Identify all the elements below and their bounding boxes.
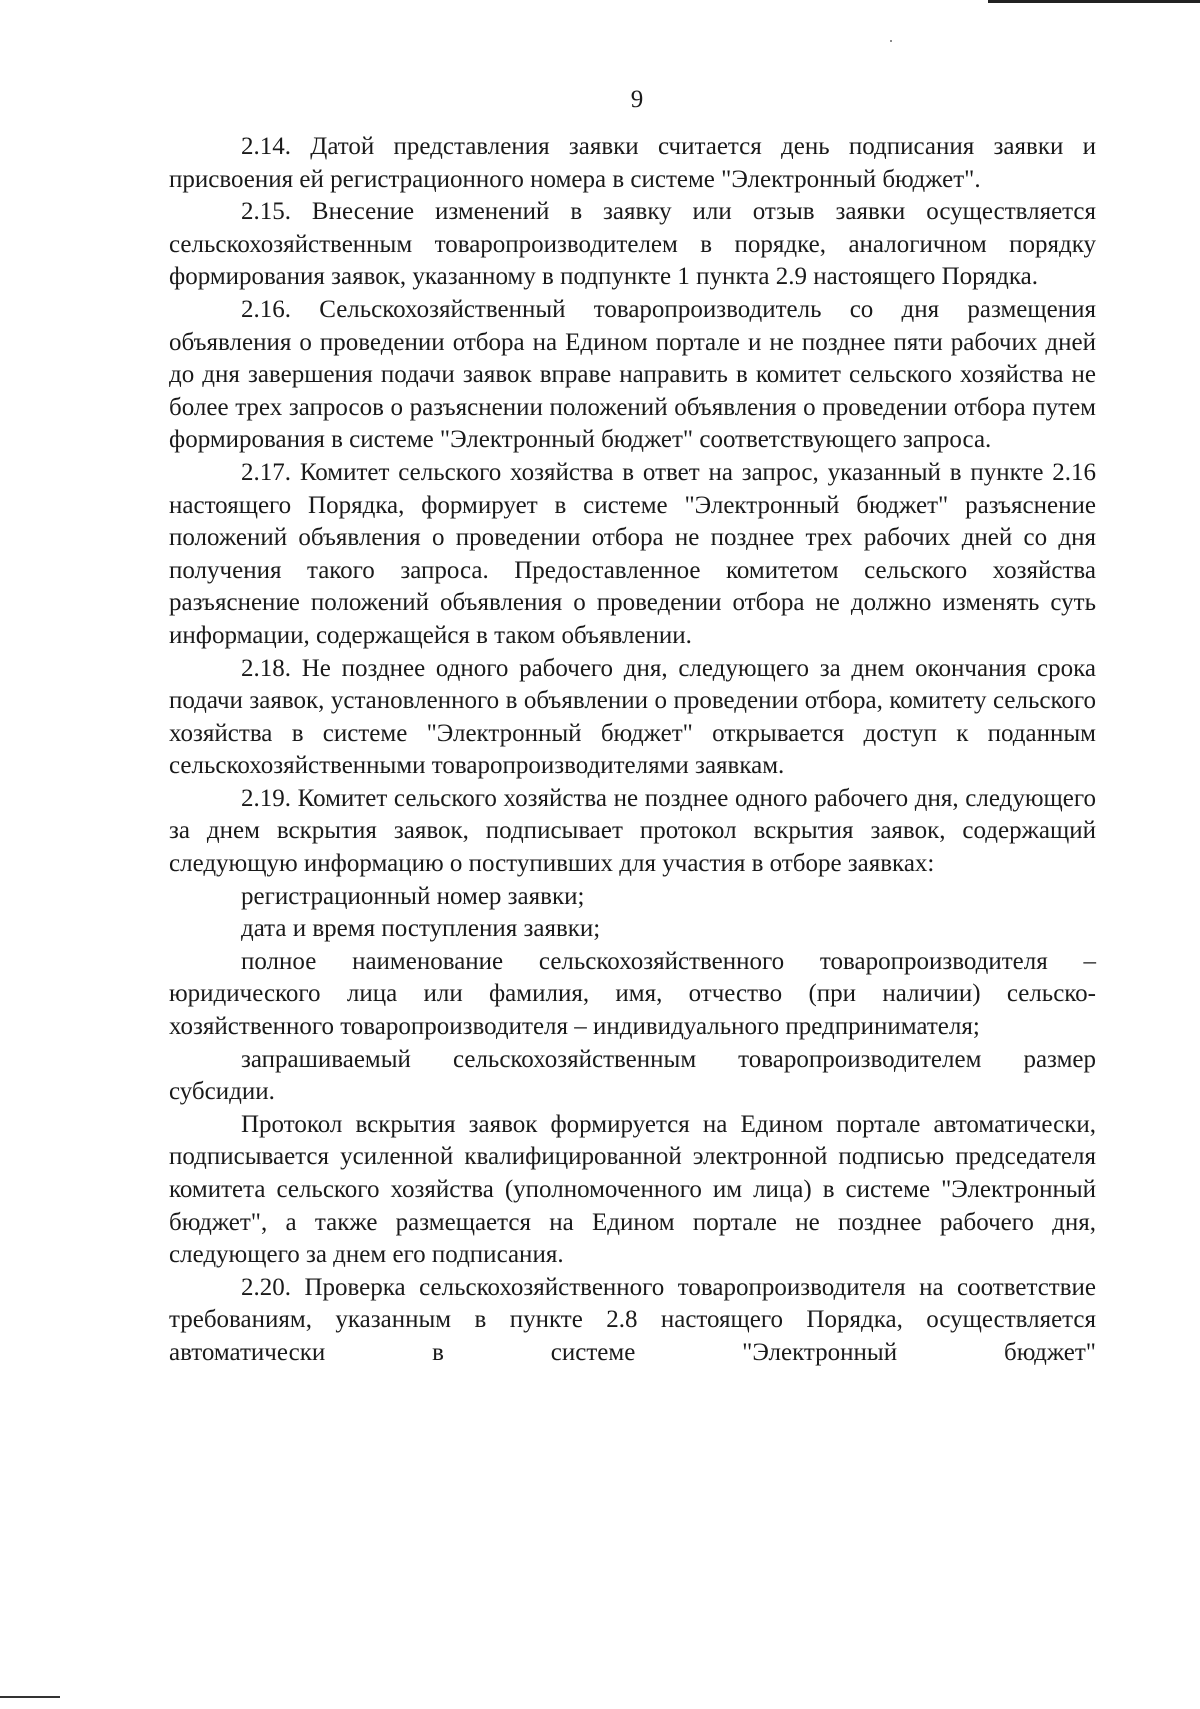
paragraph-2-16: 2.16. Сельскохозяйственный товаропроизводитель со дня размещения объявления о проведении отбора на Едином портале и не позднее пяти рабочих дней до дня завершения подачи заявок вправе направить в комитет сельского хозяйства не более трех запросов о разъяснении положений объявления о проведении отбора путем формирования в системе "Электронный бюджет" соответствующего запроса. [169, 295, 1096, 454]
paragraph-2-18: 2.18. Не позднее одного рабочего дня, следующего за днем окончания срока подачи заявок, установленного в объявлении о проведении отбора, комитету сельского хозяйства в системе "Электронный бюджет" открывается доступ к поданным сельскохозяйственными товаропроизводителями заявкам. [169, 654, 1096, 780]
list-item-registration-number: регистрационный номер заявки; [241, 882, 585, 910]
paragraph-2-20: 2.20. Проверка сельскохозяйственного товаропроизводителя на соответствие требованиям, указанным в пункте 2.8 настоящего Порядка, осуществляется автоматически в системе "Электронный бюджет" [169, 1273, 1096, 1366]
list-item-date-time: дата и время поступления заявки; [241, 915, 601, 943]
paragraph-2-14: 2.14. Датой представления заявки считается день подписания заявки и присвоения ей регистрационного номера в системе "Электронный бюджет". [169, 133, 1096, 193]
paragraph-2-17: 2.17. Комитет сельского хозяйства в ответ на запрос, указанный в пункте 2.16 настоящего Порядка, формирует в системе "Электронный бюджет" разъяснение положений объявления о проведении отбора не позднее трех рабочих дней со дня получения такого запроса. Предоставленное комитетом сельского хозяйства разъяснение положений объявления о проведении отбора не должно изменять суть информации, содержащейся в таком объявлении. [169, 458, 1096, 649]
scan-dust-speck [890, 40, 892, 42]
list-item-full-name: полное наименование сельскохозяйственного товаропроизводителя – юридического лица или фамилия, имя, отчество (при наличии) сельско-хозяйственного товаропроизводителя – индивидуального предпринимателя; [169, 947, 1096, 1041]
scan-edge-line [988, 0, 1200, 3]
paragraph-2-15: 2.15. Внесение изменений в заявку или отзыв заявки осуществляется сельскохозяйственным товаропроизводителем в порядке, аналогичном порядку формирования заявок, указанному в подпункте 1 пункта 2.9 настоящего Порядка. [169, 198, 1096, 291]
document-body [169, 131, 1096, 1370]
list-item-subsidy-amount: запрашиваемый сельскохозяйственным товаропроизводителем размер субсидии. [169, 1045, 1096, 1106]
scan-edge-mark [0, 1696, 60, 1698]
paragraph-protocol: Протокол вскрытия заявок формируется на Едином портале автоматически, подписывается усиленной квалифицированной электронной подписью председателя комитета сельского хозяйства (уполномоченного им лица) в системе "Электронный бюджет", а также размещается на Едином портале не позднее рабочего дня, следующего за днем его подписания. [169, 1110, 1096, 1269]
page-number: 9 [630, 86, 644, 113]
paragraph-2-19: 2.19. Комитет сельского хозяйства не позднее одного рабочего дня, следующего за днем вскрытия заявок, подписывает протокол вскрытия заявок, содержащий следующую информацию о поступивших для участия в отборе заявках: [169, 784, 1096, 878]
